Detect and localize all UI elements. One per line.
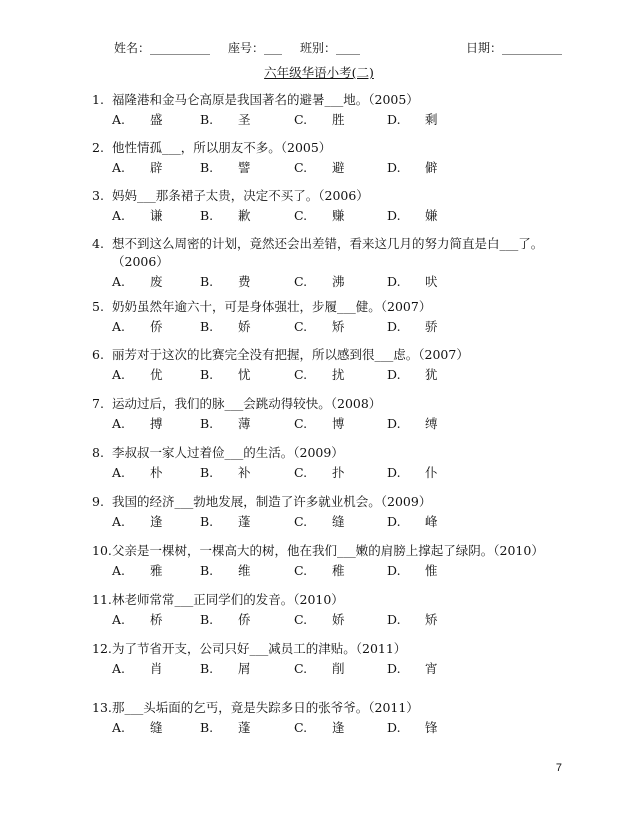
answer-option (387, 660, 438, 678)
option-text: 维 (238, 563, 251, 578)
option-label: B. (200, 160, 214, 175)
question-stem (92, 139, 331, 157)
option-text: 剩 (425, 112, 438, 127)
answer-option (112, 719, 163, 737)
answer-options (92, 611, 438, 629)
answer-options (92, 415, 438, 433)
answer-option (294, 366, 345, 384)
option-text: 雅 (150, 563, 163, 578)
option-text: 避 (332, 160, 345, 175)
answer-option (112, 318, 163, 336)
option-text: 谦 (150, 208, 163, 223)
answer-options (92, 159, 438, 177)
option-label: B. (200, 465, 214, 480)
option-label: C. (294, 661, 308, 676)
option-text: 朴 (150, 465, 163, 480)
answer-option (294, 660, 345, 678)
option-label: D. (387, 563, 401, 578)
option-text: 娇 (332, 612, 345, 627)
answer-option (112, 366, 163, 384)
answer-option (294, 562, 345, 580)
option-label: A. (112, 465, 126, 480)
answer-option (294, 611, 345, 629)
option-text: 蓬 (238, 514, 251, 529)
answer-option (200, 111, 251, 129)
seat-field: 座号：___ (228, 40, 283, 55)
option-text: 仆 (425, 465, 438, 480)
answer-option (112, 207, 163, 225)
option-label: A. (112, 274, 126, 289)
option-label: A. (112, 208, 126, 223)
option-text: 肖 (150, 661, 163, 676)
option-label: C. (294, 112, 308, 127)
question-text: 李叔叔一家人过着俭___的生活。（2009） (112, 445, 344, 460)
question-stem (92, 591, 344, 609)
question-text: 我国的经济___勃地发展，制造了许多就业机会。（2009） (112, 494, 432, 509)
answer-option (294, 159, 345, 177)
option-label: C. (294, 465, 308, 480)
option-label: A. (112, 416, 126, 431)
option-label: D. (387, 274, 401, 289)
question-stem (92, 187, 369, 205)
answer-option (387, 611, 438, 629)
option-text: 逢 (150, 514, 163, 529)
option-text: 废 (150, 274, 163, 289)
question-item (92, 699, 438, 737)
option-text: 赚 (332, 208, 345, 223)
option-text: 缚 (425, 416, 438, 431)
option-text: 屑 (238, 661, 251, 676)
page-number: 7 (555, 762, 562, 774)
option-label: D. (387, 720, 401, 735)
question-item (92, 187, 438, 225)
question-text-continued: （2006） (112, 254, 169, 269)
answer-options (92, 464, 438, 482)
option-label: A. (112, 160, 126, 175)
question-number: 6. (92, 347, 104, 362)
option-text: 侨 (238, 612, 251, 627)
option-label: D. (387, 416, 401, 431)
option-text: 削 (332, 661, 345, 676)
option-label: C. (294, 514, 308, 529)
answer-option (294, 464, 345, 482)
option-text: 稚 (332, 563, 345, 578)
option-text: 圣 (238, 112, 251, 127)
option-text: 缝 (332, 514, 345, 529)
question-number: 1. (92, 92, 104, 107)
answer-option (387, 464, 438, 482)
answer-option (200, 318, 251, 336)
answer-option (200, 415, 251, 433)
question-number: 2. (92, 140, 104, 155)
option-label: D. (387, 208, 401, 223)
option-label: C. (294, 160, 308, 175)
question-item (92, 139, 438, 177)
option-label: D. (387, 160, 401, 175)
answer-option (112, 562, 163, 580)
option-text: 矫 (332, 319, 345, 334)
option-label: B. (200, 112, 214, 127)
question-text: 奶奶虽然年逾六十，可是身体强壮，步履___健。（2007） (112, 299, 432, 314)
quiz-title: 六年级华语小考(二) (264, 65, 374, 80)
option-text: 逢 (332, 720, 345, 735)
answer-option (294, 207, 345, 225)
answer-option (387, 366, 438, 384)
option-text: 矫 (425, 612, 438, 627)
answer-option (387, 719, 438, 737)
option-label: C. (294, 319, 308, 334)
answer-option (387, 562, 438, 580)
answer-option (387, 207, 438, 225)
question-stem (92, 542, 544, 560)
option-label: A. (112, 563, 126, 578)
question-text: 福隆港和金马仑高原是我国著名的避暑___地。（2005） (112, 92, 419, 107)
question-number: 11. (92, 592, 112, 607)
class-field: 班别：____ (300, 40, 361, 55)
question-item (92, 346, 469, 384)
answer-option (200, 660, 251, 678)
question-text: 为了节省开支，公司只好___减员工的津贴。（2011） (112, 641, 407, 656)
question-item (92, 542, 544, 580)
question-number: 10. (92, 543, 112, 558)
answer-option (294, 273, 345, 291)
option-text: 辟 (150, 160, 163, 175)
question-stem (92, 235, 543, 253)
question-text: 想不到这么周密的计划，竟然还会出差错，看来这几月的努力简直是白___了。 (112, 236, 544, 251)
answer-option (294, 318, 345, 336)
option-text: 桥 (150, 612, 163, 627)
answer-option (200, 611, 251, 629)
answer-options (92, 207, 438, 225)
option-label: B. (200, 661, 214, 676)
option-text: 盛 (150, 112, 163, 127)
answer-option (387, 111, 438, 129)
answer-options (92, 111, 438, 129)
option-text: 侨 (150, 319, 163, 334)
option-label: B. (200, 514, 214, 529)
answer-option (294, 415, 345, 433)
option-text: 犹 (425, 367, 438, 382)
option-label: D. (387, 112, 401, 127)
question-number: 3. (92, 188, 104, 203)
option-label: B. (200, 208, 214, 223)
option-label: B. (200, 612, 214, 627)
question-item (92, 640, 438, 678)
option-label: C. (294, 416, 308, 431)
question-stem (92, 298, 431, 316)
question-stem (92, 91, 419, 109)
name-field: 姓名：__________ (114, 40, 211, 55)
answer-option (112, 415, 163, 433)
option-label: D. (387, 612, 401, 627)
answer-option (387, 159, 438, 177)
option-label: A. (112, 112, 126, 127)
option-label: A. (112, 720, 126, 735)
question-text: 运动过后，我们的脉___会跳动得较快。（2008） (112, 396, 382, 411)
option-text: 宵 (425, 661, 438, 676)
answer-options (92, 719, 438, 737)
option-label: A. (112, 319, 126, 334)
option-label: C. (294, 274, 308, 289)
answer-option (387, 513, 438, 531)
option-label: B. (200, 367, 214, 382)
answer-option (112, 660, 163, 678)
answer-option (294, 513, 345, 531)
question-number: 13. (92, 700, 112, 715)
answer-option (387, 318, 438, 336)
answer-option (200, 562, 251, 580)
date-field: 日期：__________ (465, 40, 562, 55)
option-label: C. (294, 563, 308, 578)
question-stem (92, 640, 406, 658)
option-text: 骄 (425, 319, 438, 334)
question-number: 9. (92, 494, 104, 509)
option-text: 嫌 (425, 208, 438, 223)
question-stem (92, 444, 344, 462)
option-text: 胜 (332, 112, 345, 127)
option-label: B. (200, 319, 214, 334)
question-stem (92, 395, 381, 413)
option-label: A. (112, 661, 126, 676)
question-item (92, 444, 438, 482)
option-label: B. (200, 563, 214, 578)
answer-options (92, 660, 438, 678)
question-item (92, 298, 438, 336)
answer-options (92, 366, 469, 384)
answer-option (200, 366, 251, 384)
question-item (92, 395, 438, 433)
option-label: A. (112, 367, 126, 382)
question-text: 林老师常常___正同学们的发音。（2010） (112, 592, 344, 607)
option-text: 费 (238, 274, 251, 289)
option-label: C. (294, 367, 308, 382)
answer-option (112, 513, 163, 531)
option-text: 惟 (425, 563, 438, 578)
answer-option (200, 159, 251, 177)
option-label: D. (387, 514, 401, 529)
answer-option (200, 273, 251, 291)
question-text: 丽芳对于这次的比赛完全没有把握，所以感到很___虑。（2007） (112, 347, 469, 362)
option-label: B. (200, 416, 214, 431)
answer-option (294, 111, 345, 129)
option-text: 吠 (425, 274, 438, 289)
option-label: B. (200, 720, 214, 735)
question-number: 12. (92, 641, 112, 656)
question-text: 父亲是一棵树，一棵高大的树，他在我们___嫩的肩膀上撑起了绿阴。（2010） (112, 543, 544, 558)
question-number: 5. (92, 299, 104, 314)
answer-options (92, 513, 438, 531)
answer-options (92, 273, 543, 291)
question-item (92, 235, 543, 291)
question-number: 8. (92, 445, 104, 460)
question-item (92, 91, 438, 129)
option-text: 蓬 (238, 720, 251, 735)
answer-option (112, 111, 163, 129)
answer-option (200, 464, 251, 482)
answer-option (112, 273, 163, 291)
option-text: 优 (150, 367, 163, 382)
option-text: 譬 (238, 160, 251, 175)
answer-option (112, 464, 163, 482)
option-text: 峰 (425, 514, 438, 529)
answer-options (92, 562, 544, 580)
option-text: 沸 (332, 274, 345, 289)
answer-option (387, 415, 438, 433)
option-label: C. (294, 612, 308, 627)
option-label: A. (112, 612, 126, 627)
option-text: 僻 (425, 160, 438, 175)
option-label: D. (387, 661, 401, 676)
option-text: 歉 (238, 208, 251, 223)
answer-option (294, 719, 345, 737)
question-item (92, 493, 438, 531)
option-text: 搏 (150, 416, 163, 431)
answer-option (200, 719, 251, 737)
question-number: 4. (92, 236, 104, 251)
option-label: C. (294, 208, 308, 223)
answer-option (200, 513, 251, 531)
answer-option (387, 273, 438, 291)
question-text: 那___头垢面的乞丐，竟是失踪多日的张爷爷。（2011） (112, 700, 419, 715)
option-text: 薄 (238, 416, 251, 431)
question-text: 他性情孤___，所以朋友不多。（2005） (112, 140, 332, 155)
answer-option (112, 159, 163, 177)
option-label: A. (112, 514, 126, 529)
student-info-header (114, 38, 562, 56)
question-stem (92, 493, 431, 511)
option-label: D. (387, 465, 401, 480)
option-text: 娇 (238, 319, 251, 334)
option-text: 忧 (238, 367, 251, 382)
question-stem (92, 699, 419, 717)
question-text: 妈妈___那条裙子太贵，决定不买了。（2006） (112, 188, 369, 203)
option-label: D. (387, 367, 401, 382)
option-text: 补 (238, 465, 251, 480)
option-label: B. (200, 274, 214, 289)
option-text: 扑 (332, 465, 345, 480)
answer-options (92, 318, 438, 336)
answer-option (200, 207, 251, 225)
option-text: 锋 (425, 720, 438, 735)
question-number: 7. (92, 396, 104, 411)
option-text: 扰 (332, 367, 345, 382)
answer-option (112, 611, 163, 629)
option-label: C. (294, 720, 308, 735)
option-text: 博 (332, 416, 345, 431)
question-stem (92, 346, 469, 364)
option-text: 缝 (150, 720, 163, 735)
option-label: D. (387, 319, 401, 334)
question-item (92, 591, 438, 629)
